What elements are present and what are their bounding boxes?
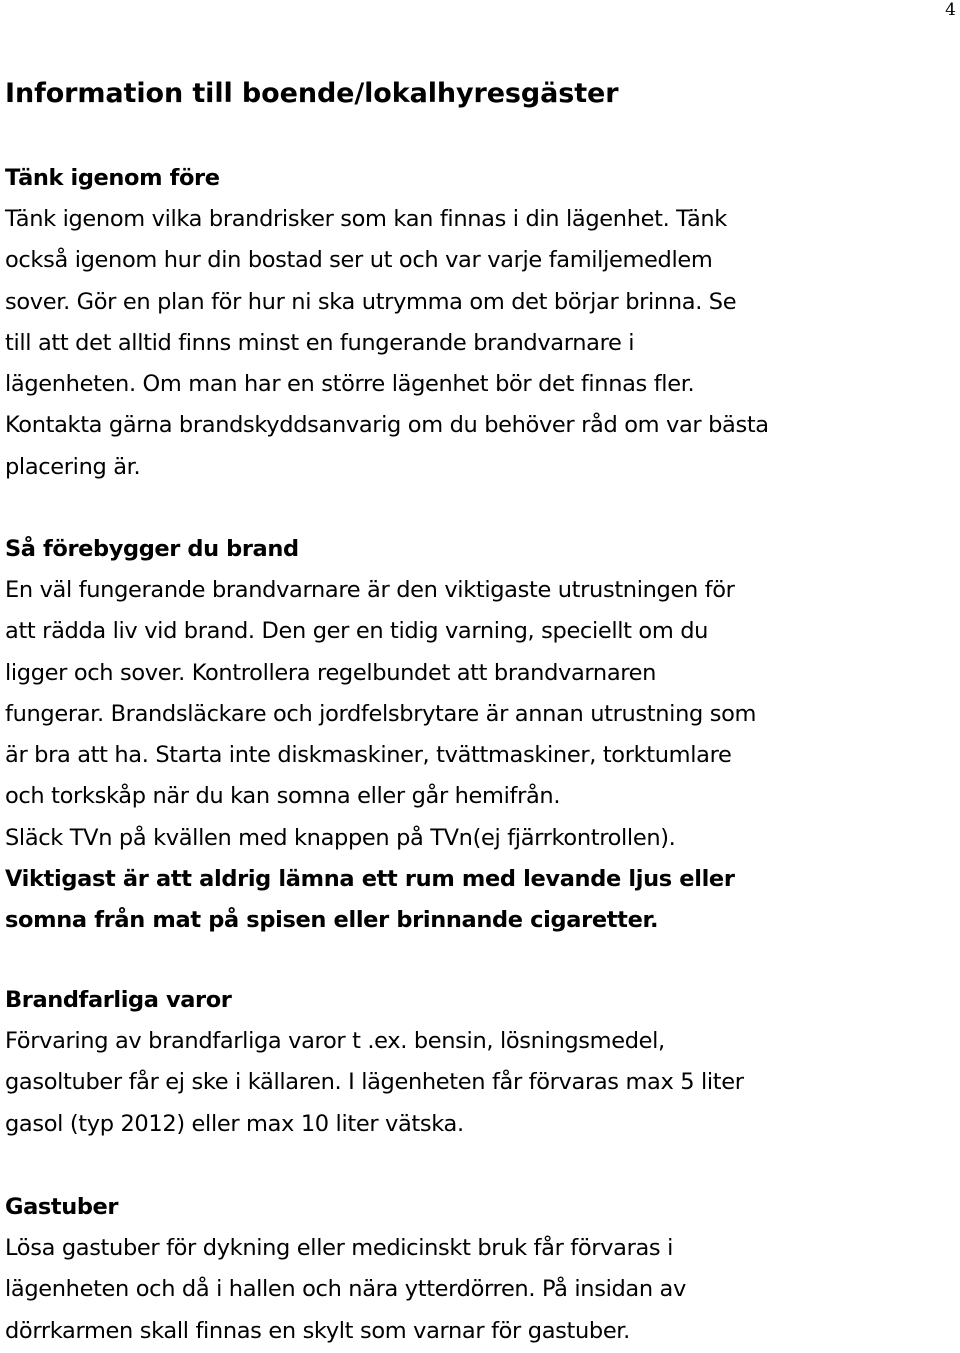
paragraph-line: lägenheten. Om man har en större lägenhet bör det finnas fler. bbox=[5, 371, 695, 398]
section-think-ahead bbox=[5, 158, 957, 488]
paragraph-line: sover. Gör en plan för hur ni ska utrymma om det börjar brinna. Se bbox=[5, 288, 737, 315]
section-heading: Tänk igenom före bbox=[5, 165, 220, 191]
paragraph-line: Släck TVn på kvällen med knappen på TVn(ej fjärrkontrollen). bbox=[5, 824, 676, 851]
section-heading: Brandfarliga varor bbox=[5, 987, 232, 1013]
paragraph-line: ligger och sover. Kontrollera regelbundet att brandvarnaren bbox=[5, 659, 657, 686]
paragraph-line: placering är. bbox=[5, 453, 141, 480]
paragraph-line: En väl fungerande brandvarnare är den viktigaste utrustningen för bbox=[5, 577, 735, 603]
paragraph-line: Förvaring av brandfarliga varor t .ex. bensin, lösningsmedel, bbox=[5, 1028, 665, 1054]
paragraph-line: Tänk igenom vilka brandrisker som kan finnas i din lägenhet. Tänk bbox=[5, 206, 727, 232]
important-notice-line: Viktigast är att aldrig lämna ett rum med levande ljus eller bbox=[5, 866, 735, 893]
paragraph-line: och torkskåp när du kan somna eller går hemifrån. bbox=[5, 783, 561, 810]
paragraph-line: fungerar. Brandsläckare och jordfelsbrytare är annan utrustning som bbox=[5, 700, 757, 727]
paragraph-line: Lösa gastuber för dykning eller medicinskt bruk får förvaras i bbox=[5, 1235, 673, 1261]
section-fire-prevention bbox=[5, 529, 957, 942]
paragraph-line: till att det alltid finns minst en fungerande brandvarnare i bbox=[5, 329, 635, 356]
paragraph-line: att rädda liv vid brand. Den ger en tidig varning, speciellt om du bbox=[5, 618, 709, 645]
section-flammable-goods bbox=[5, 980, 957, 1145]
page-number: 4 bbox=[945, 0, 956, 20]
paragraph-line: lägenheten och då i hallen och nära ytterdörren. På insidan av bbox=[5, 1276, 686, 1303]
important-notice-line: somna från mat på spisen eller brinnande cigaretter. bbox=[5, 907, 659, 934]
paragraph-line: också igenom hur din bostad ser ut och var varje familjemedlem bbox=[5, 247, 713, 274]
paragraph-line: gasoltuber får ej ske i källaren. I lägenheten får förvaras max 5 liter bbox=[5, 1069, 744, 1096]
document-title: Information till boende/lokalhyresgäster bbox=[5, 78, 619, 109]
section-heading: Så förebygger du brand bbox=[5, 536, 299, 562]
paragraph-line: Kontakta gärna brandskyddsanvarig om du behöver råd om var bästa bbox=[5, 412, 769, 439]
section-heading: Gastuber bbox=[5, 1194, 119, 1220]
paragraph-line: gasol (typ 2012) eller max 10 liter vätska. bbox=[5, 1110, 464, 1137]
section-gas-cylinders bbox=[5, 1187, 957, 1352]
paragraph-line: dörrkarmen skall finnas en skylt som varnar för gastuber. bbox=[5, 1317, 630, 1344]
paragraph-line: är bra att ha. Starta inte diskmaskiner, tvättmaskiner, torktumlare bbox=[5, 742, 732, 769]
